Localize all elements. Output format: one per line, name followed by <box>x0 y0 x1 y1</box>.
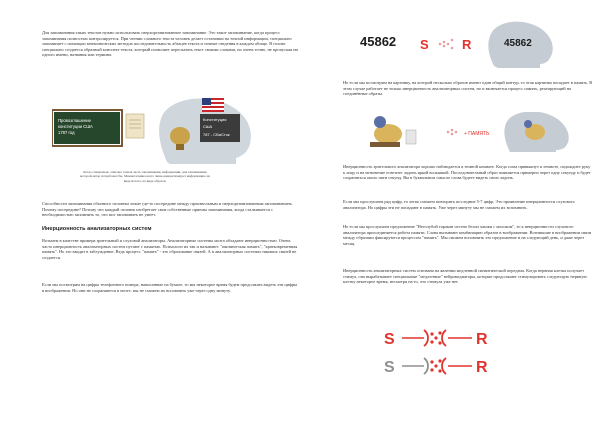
diagram-s-bottom: S <box>384 359 395 376</box>
diagram-s-top: S <box>384 331 395 348</box>
board-left-text-3: 1787 год <box>58 130 75 135</box>
section-heading: Инерционность анализаторных систем <box>42 226 152 232</box>
board-left-text-2: конституции США <box>58 124 93 129</box>
s-label: S <box>420 37 429 52</box>
memory-plus-illustration <box>360 112 590 152</box>
number-right: 45862 <box>504 38 532 49</box>
r-label: R <box>462 37 472 52</box>
number-memory-illustration <box>352 20 592 68</box>
paragraph-picture: Но если мы посмотрим на картинку, на которой несколько образов имеют один общий контур, то этак картинка попадает в память. В этом случае работает не только инерционность анализаторных систем, но и включается процесс память, реагирующий на соединённые образы. <box>343 80 593 97</box>
paragraph-phone: Если мы посмотрим на цифры телефонного номера, написанные на бумаге, то мы некоторое время будем продолжать видеть эти цифры в воображении. Но они не сохраняются в мозге, мы не сможем их вспомнить уже через одну минуту. <box>42 282 298 293</box>
paragraph-synapse: Инерционность анализаторных систем основана на явлении медленной синаптической передачи. Когда нервная клетка получает стимул, она вырабатывает специальные "медленные" нейромедиаторы, которые продолжают стимулировать следующую нервную клетку некоторое время, несмотря на то, что стимула уже нет. <box>343 268 587 285</box>
paragraph-intro: Для запоминания таких текстов нужно использовать сверхорганизованное запоминание. Это такое запоминание, когда процесс запоминания полностью контролируется. При чтении сложного текста человек делает остановки на точной информации, специально запоминает с помощью мнемонических методов последовательность абзацев текста и точные сведения в каждом абзаце. В голове специально создается образный конспект текста, который позволяет пересказать текст своими словами, но очень точно, не пропуская ни одного имени, названия или термина. <box>42 30 298 58</box>
paragraph-ability: Способности запоминания обычного человека лежат где-то посередине между произвольным и сверхорганизованным запоминанием. Почему посередине? Потому что каждый человек изобретает свои собственные приемы запоминания, когда сталкивается с необходимостью запомнить то, что мог запоминать не умеет. <box>42 201 293 218</box>
board-right-line-2: США <box>203 124 213 129</box>
number-left: 45862 <box>360 34 397 49</box>
plus-memory-label: + ПАМЯТЬ <box>464 131 490 137</box>
diagram-r-top: R <box>476 331 488 348</box>
paragraph-digits: Если мы прослушаем ряд цифр, то легко сможем повторить последние 5-7 цифр. Это проявление инерционности слухового анализатора. Но цифры эти не попадают в память. Уже через минуту мы не сможем их вспомнить. <box>343 199 575 210</box>
paragraph-analyzers: Возьмем в качестве примера зрительный и слуховой анализаторы. Анализаторные системы мозга обладают инерционностью. Очень часто инерционность анализаторных систем путают с памятью. Психологи их так и называют: "иконическая память", "кратковременная память". Но это вводит в заблуждение. Ведь процесс "память" - это образование связей. А в анализаторных системах никаких связей не создается. <box>42 238 298 260</box>
board-right-line-3: 787 - СВиСток <box>203 132 230 137</box>
board-right-line-1: Конституция <box>203 117 227 122</box>
board-left-text-1: Провозглашение <box>58 118 91 123</box>
synapse-diagram <box>380 318 540 378</box>
constitution-illustration <box>52 96 262 164</box>
paragraph-sentence: Но если мы прослушаем предложение "Неголубой таракан честно белил чашки с молоком", то к инерционности слухового анализатора присоединяется работа памяти. Слова вызывают комбинацию образов в воображении. Возникшие в воображении связи между образами фиксируются процессом "память". Мы сможем вспомнить это предложение и на следующий день, и даже через месяц. <box>343 224 592 246</box>
diagram-r-bottom: R <box>476 359 488 376</box>
figure-caption: Когда специально описана точная часть запоминания, информации, для запоминания которой автор потребовал бы. Мнемотехника всего лишь конкретизирует информацию на виде мотега, на виде образов. <box>80 170 210 183</box>
paragraph-visual-inertia: Инерционность зрительного анализатора хорошо наблюдается в темной комнате. Когда глаза привыкнут к темноте, подождите руку к лицу и на мгновение осветите ладонь яркой вспышкой. Последовательный образ появляется примерно через одну секунду и будет сохраняться около пяти секунд. Вы в буквальном смысле слова будете видеть свою ладонь. <box>343 164 591 181</box>
